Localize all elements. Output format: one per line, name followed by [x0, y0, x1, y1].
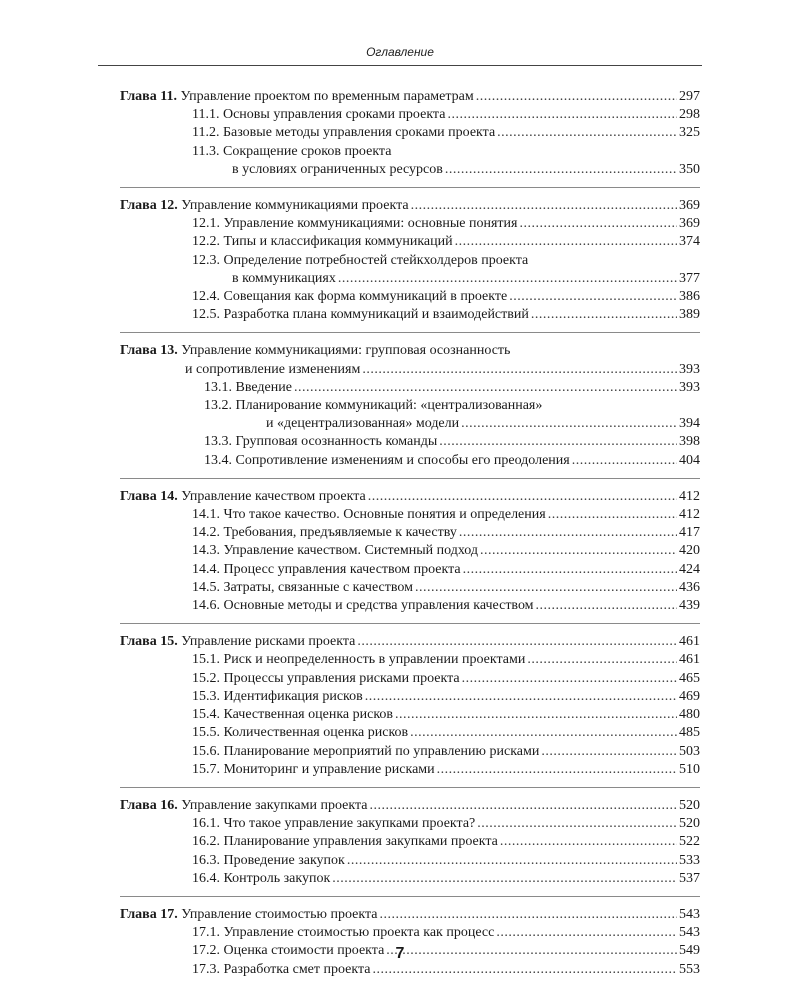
section-title-line: 15.7. Мониторинг и управление рисками: [192, 761, 435, 777]
dot-leader: [357, 633, 677, 651]
chapter-title-line: Управление проектом по временным параметрам: [180, 89, 474, 104]
dot-leader: [497, 124, 677, 142]
dot-leader: [332, 870, 677, 888]
toc-chapter: [120, 633, 700, 788]
chapter-number: Глава 12.: [120, 198, 178, 214]
chapter-heading[interactable]: [120, 88, 700, 106]
page-ref: 543: [679, 906, 700, 922]
page-ref: 369: [679, 216, 700, 232]
toc-chapter: [120, 797, 700, 897]
chapter-number: Глава 13.: [120, 343, 178, 359]
section-title-line: 14.6. Основные методы и средства управления качеством: [192, 598, 534, 614]
section-entry[interactable]: [120, 761, 700, 779]
section-title-line: 11.1. Основы управления сроками проекта: [192, 107, 446, 123]
section-entry[interactable]: [120, 688, 700, 706]
chapter-heading[interactable]: [120, 488, 700, 506]
section-title-line: 17.2. Оценка стоимости проекта: [192, 943, 385, 959]
chapter-heading[interactable]: [120, 906, 700, 924]
section-title-line: 14.3. Управление качеством. Системный подход: [192, 543, 479, 559]
dot-leader: [476, 88, 677, 106]
section-title-line: 11.3. Сокращение сроков проекта: [192, 143, 392, 159]
page-ref: 386: [679, 289, 700, 305]
toc-chapter: [120, 88, 700, 188]
section-title-line: 12.1. Управление коммуникациями: основные понятия: [192, 216, 518, 232]
section-entry[interactable]: [120, 506, 700, 524]
section-title-line: 12.2. Типы и классификация коммуникаций: [192, 234, 453, 250]
toc-chapter: [120, 342, 700, 478]
dot-leader: [536, 597, 677, 615]
section-title-line: 13.3. Групповая осознанность команды: [204, 434, 438, 450]
section-title-line: в коммуникациях: [232, 270, 336, 286]
chapter-number: Глава 11.: [120, 89, 177, 104]
dot-leader: [347, 852, 677, 870]
section-title-line: 15.6. Планирование мероприятий по управлению рисками: [192, 743, 540, 759]
chapter-number: Глава 17.: [120, 906, 178, 922]
dot-leader: [445, 161, 677, 179]
dot-leader: [480, 542, 677, 560]
section-entry[interactable]: [120, 815, 700, 833]
page-ref: 533: [679, 852, 700, 868]
dot-leader: [365, 688, 677, 706]
section-entry[interactable]: [120, 597, 700, 615]
chapter-heading[interactable]: [120, 342, 700, 378]
section-entry[interactable]: [120, 561, 700, 579]
page-ref: 503: [679, 743, 700, 759]
dot-leader: [531, 306, 677, 324]
dot-leader: [368, 488, 677, 506]
header-rule: [98, 65, 702, 66]
page-ref: 469: [679, 688, 700, 704]
dot-leader: [373, 961, 677, 979]
section-entry[interactable]: [120, 397, 700, 433]
dot-leader: [437, 761, 677, 779]
page-ref: 377: [679, 270, 700, 286]
chapter-heading[interactable]: [120, 797, 700, 815]
section-entry[interactable]: [120, 452, 700, 470]
dot-leader: [369, 797, 677, 815]
section-entry[interactable]: [120, 670, 700, 688]
section-title-line: 14.5. Затраты, связанные с качеством: [192, 579, 413, 595]
section-title-line: 17.1. Управление стоимостью проекта как процесс: [192, 925, 495, 941]
section-entry[interactable]: [120, 579, 700, 597]
section-title-line: 15.1. Риск и неопределенность в управлении проектами: [192, 652, 526, 668]
dot-leader: [411, 197, 677, 215]
chapter-heading[interactable]: [120, 197, 700, 215]
page-ref: 439: [679, 598, 700, 614]
page-ref: 412: [679, 507, 700, 523]
dot-leader: [362, 361, 677, 379]
section-title-line: 13.1. Введение: [204, 379, 292, 395]
section-title-line: 13.2. Планирование коммуникаций: «централизованная»: [204, 398, 543, 414]
page-ref: 522: [679, 834, 700, 850]
page-ref: 412: [679, 488, 700, 504]
dot-leader: [461, 415, 677, 433]
section-title-line: 16.2. Планирование управления закупками проекта: [192, 834, 498, 850]
page-ref: 461: [679, 652, 700, 668]
section-title-line: 15.3. Идентификация рисков: [192, 688, 363, 704]
dot-leader: [455, 233, 677, 251]
chapter-title-line: и сопротивление изменениям: [185, 361, 361, 377]
section-entry[interactable]: [120, 706, 700, 724]
dot-leader: [496, 924, 677, 942]
section-entry[interactable]: [120, 524, 700, 542]
section-entry[interactable]: [120, 743, 700, 761]
section-entry[interactable]: [120, 306, 700, 324]
chapter-title-line: Управление рисками проекта: [181, 634, 356, 650]
page-ref: 461: [679, 634, 700, 650]
section-title-line: 15.5. Количественная оценка рисков: [192, 725, 409, 741]
dot-leader: [410, 724, 677, 742]
page-ref: 389: [679, 307, 700, 323]
page-number: 7: [395, 945, 405, 962]
page-ref: 374: [679, 234, 700, 250]
page-ref: 549: [679, 943, 700, 959]
dot-leader: [447, 106, 677, 124]
section-title-line: 11.2. Базовые методы управления сроками проекта: [192, 125, 496, 141]
section-entry[interactable]: [120, 651, 700, 669]
section-entry[interactable]: [120, 124, 700, 142]
dot-leader: [541, 743, 677, 761]
section-entry[interactable]: [120, 724, 700, 742]
dot-leader: [527, 651, 677, 669]
dot-leader: [338, 270, 677, 288]
chapter-title-line: Управление качеством проекта: [181, 488, 366, 504]
chapter-heading[interactable]: [120, 633, 700, 651]
section-title-line: 16.4. Контроль закупок: [192, 870, 331, 886]
dot-leader: [500, 833, 677, 851]
section-title-line: 14.2. Требования, предъявляемые к качеству: [192, 525, 457, 541]
page-ref: 520: [679, 816, 700, 832]
page-ref: 420: [679, 543, 700, 559]
section-title-line: 12.4. Совещания как форма коммуникаций в проекте: [192, 289, 508, 305]
table-of-contents: [120, 88, 700, 996]
page-ref: 350: [679, 161, 700, 177]
page-ref: 325: [679, 125, 700, 141]
section-entry[interactable]: [120, 106, 700, 124]
section-entry[interactable]: [120, 288, 700, 306]
page-ref: 520: [679, 797, 700, 813]
dot-leader: [463, 561, 677, 579]
toc-chapter: [120, 197, 700, 333]
dot-leader: [439, 433, 677, 451]
section-title-line: в условиях ограниченных ресурсов: [232, 161, 443, 177]
dot-leader: [395, 706, 677, 724]
page-ref: 297: [679, 89, 700, 104]
page-ref: 537: [679, 870, 700, 886]
page-ref: 553: [679, 961, 700, 977]
page-ref: 298: [679, 107, 700, 123]
section-title-line: 17.3. Разработка смет проекта: [192, 961, 371, 977]
page-ref: 424: [679, 561, 700, 577]
dot-leader: [462, 670, 677, 688]
page-ref: 543: [679, 925, 700, 941]
section-entry[interactable]: [120, 961, 700, 979]
dot-leader: [548, 506, 677, 524]
chapter-title-line: Управление коммуникациями: групповая осознанность: [181, 343, 511, 359]
chapter-number: Глава 15.: [120, 634, 178, 650]
page-ref: 393: [679, 379, 700, 395]
dot-leader: [294, 379, 677, 397]
page-ref: 369: [679, 198, 700, 214]
chapter-title-line: Управление коммуникациями проекта: [181, 198, 409, 214]
section-entry[interactable]: [120, 252, 700, 288]
chapter-number: Глава 16.: [120, 797, 178, 813]
chapter-number: Глава 14.: [120, 488, 178, 504]
toc-chapter: [120, 488, 700, 624]
page-ref: 485: [679, 725, 700, 741]
section-title-line: 15.2. Процессы управления рисками проекта: [192, 670, 460, 686]
section-title-line: 16.1. Что такое управление закупками проекта?: [192, 816, 476, 832]
section-entry[interactable]: [120, 215, 700, 233]
section-entry[interactable]: [120, 924, 700, 942]
dot-leader: [519, 215, 677, 233]
chapter-title-line: Управление стоимостью проекта: [181, 906, 378, 922]
section-entry[interactable]: [120, 433, 700, 451]
section-title-line: 16.3. Проведение закупок: [192, 852, 345, 868]
page-ref: 398: [679, 434, 700, 450]
page-ref: 465: [679, 670, 700, 686]
page-ref: 436: [679, 579, 700, 595]
page-ref: 417: [679, 525, 700, 541]
section-entry[interactable]: [120, 542, 700, 560]
dot-leader: [415, 579, 677, 597]
section-entry[interactable]: [120, 870, 700, 888]
section-entry[interactable]: [120, 833, 700, 851]
page-ref: 393: [679, 361, 700, 377]
section-title-line: 14.4. Процесс управления качеством проекта: [192, 561, 461, 577]
dot-leader: [459, 524, 677, 542]
section-title-line: 12.5. Разработка плана коммуникаций и взаимодействий: [192, 307, 529, 323]
dot-leader: [572, 452, 677, 470]
chapter-title-line: Управление закупками проекта: [181, 797, 368, 813]
page-ref: 510: [679, 761, 700, 777]
section-entry[interactable]: [120, 379, 700, 397]
section-title-line: 12.3. Определение потребностей стейкхолдеров проекта: [192, 252, 529, 268]
section-entry[interactable]: [120, 143, 700, 179]
page-ref: 394: [679, 416, 700, 432]
dot-leader: [379, 906, 677, 924]
section-title-line: 13.4. Сопротивление изменениям и способы его преодоления: [204, 452, 570, 468]
page-ref: 480: [679, 707, 700, 723]
section-title-line: 15.4. Качественная оценка рисков: [192, 707, 394, 723]
section-entry[interactable]: [120, 233, 700, 251]
section-title-line: и «децентрализованная» модели: [266, 416, 460, 432]
page-ref: 404: [679, 452, 700, 468]
dot-leader: [509, 288, 677, 306]
section-entry[interactable]: [120, 852, 700, 870]
section-title-line: 14.1. Что такое качество. Основные понятия и определения: [192, 507, 546, 523]
running-head: Оглавление: [366, 45, 434, 59]
dot-leader: [477, 815, 677, 833]
